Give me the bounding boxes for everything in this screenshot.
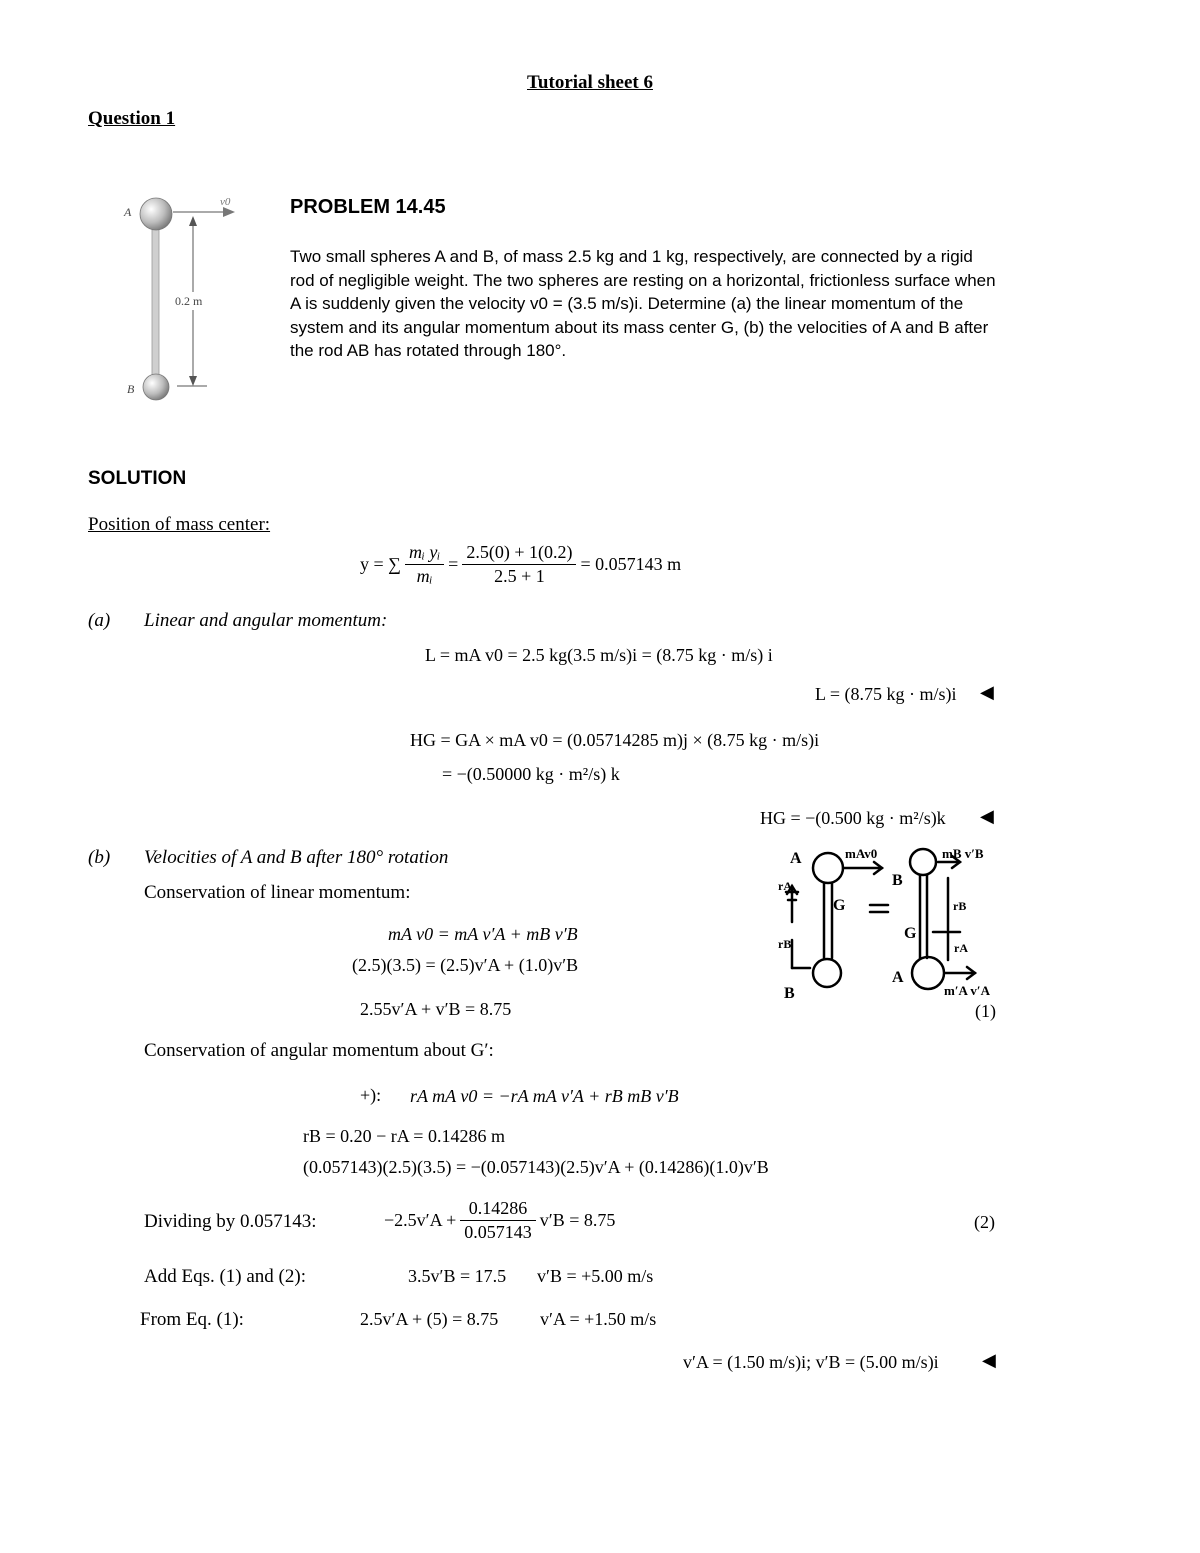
answer-marker-icon: ◀ [982,1350,996,1370]
angular-momentum-answer: HG = −(0.500 kg · m²/s)k [760,808,946,828]
linear-conservation-eq-1: mA v0 = mA v′A + mB v′B [388,924,578,944]
sphere-b [143,374,169,400]
problem-figure [115,188,250,408]
problem-title: PROBLEM 14.45 [290,196,446,218]
part-b-title: Velocities of A and B after 180° rotation [144,847,449,868]
ybar-lhs: y = ∑ [360,554,401,574]
sphere-a [140,198,172,230]
sketch-label-g2: G [904,925,917,942]
angular-conservation-eq-1: rA mA v0 = −rA mA v′A + rB mB v′B [410,1086,679,1106]
sketch-label-mav0: mAv0 [845,846,878,861]
from-eq-equation: 2.5v′A + (5) = 8.75 [360,1309,499,1329]
sketch-label-equals: = [870,914,873,919]
sketch-label-g: G [833,897,846,914]
sketch-label-ra2: rA [954,941,968,955]
divide-equation [384,1198,615,1243]
linear-conservation-label: Conservation of linear momentum: [144,882,411,903]
angular-momentum-equation-1: HG = GA × mA v0 = (0.05714285 m)j × (8.75 kg · m/s)i [410,730,820,750]
answer-marker-icon: ◀ [980,806,994,826]
page-title: Tutorial sheet 6 [527,72,653,93]
sketch-label-b: B [784,985,795,1002]
divide-frac-num: 0.14286 [460,1198,536,1221]
divide-label: Dividing by 0.057143: [144,1211,317,1232]
sketch-label-b2: B [892,872,903,889]
ybar-frac2-den: 2.5 + 1 [494,566,545,586]
linear-momentum-answer: L = (8.75 kg · m/s)i [815,684,957,704]
from-eq-result: v′A = +1.50 m/s [540,1309,657,1329]
rotation-sign: +): [360,1085,382,1105]
sketch-label-mbvb: mB v′B [942,846,984,861]
divide-rhs: v′B = 8.75 [539,1210,616,1230]
part-a-tag: (a) [88,610,111,631]
ybar-frac2-num: 2.5(0) + 1(0.2) [462,542,576,565]
rod [152,212,159,388]
angular-conservation-label: Conservation of angular momentum about G′: [144,1040,494,1061]
ybar-frac1-num: mᵢ yᵢ [405,542,444,565]
rb-equation: rB = 0.20 − rA = 0.14286 m [303,1126,505,1146]
add-label: Add Eqs. (1) and (2): [144,1266,306,1287]
part-a-title: Linear and angular momentum: [144,610,388,631]
linear-momentum-equation: L = mA v0 = 2.5 kg(3.5 m/s)i = (8.75 kg · m/s) i [425,645,773,665]
divide-lhs: −2.5v′A + [384,1210,457,1230]
figure-label-dimension: 0.2 m [175,294,203,308]
question-heading: Question 1 [88,108,176,129]
solution-heading: SOLUTION [88,468,187,489]
part-b-tag: (b) [88,847,111,868]
answer-marker-icon: ◀ [980,682,994,702]
ybar-frac1-den: mᵢ [416,566,433,586]
divide-frac-den: 0.057143 [464,1222,532,1242]
linear-conservation-eq-3: 2.55v′A + v′B = 8.75 [360,999,512,1019]
figure-label-v0: v0 [220,196,231,208]
equation-1-tag: (1) [975,1001,996,1021]
sketch-label-mava: m′A v′A [944,983,990,998]
linear-conservation-eq-2: (2.5)(3.5) = (2.5)v′A + (1.0)v′B [352,955,579,975]
add-equation: 3.5v′B = 17.5 [408,1266,507,1286]
sketch-label-rb: rB [778,937,792,951]
ybar-result: = 0.057143 m [580,554,682,574]
sketch-label-a2: A [892,969,904,986]
final-answer: v′A = (1.50 m/s)i; v′B = (5.00 m/s)i [683,1352,939,1372]
mass-center-label: Position of mass center: [88,514,271,535]
sketch-label-a: A [790,850,802,867]
ybar-eq: = [448,554,459,574]
mass-center-equation [360,542,681,587]
free-body-sketch [770,840,1010,1005]
velocity-arrow-icon [223,207,235,217]
angular-momentum-equation-2: = −(0.50000 kg · m²/s) k [442,764,620,784]
problem-statement: Two small spheres A and B, of mass 2.5 kg and 1 kg, respectively, are connected by a rigid rod of negligible weight. The two spheres are resting on a horizontal, frictionless surface when A is suddenly given the velocity v0 = (3.5 m/s)i. Determine (a) the linear momentum of the system and its angular momentum about its mass center G, (b) the velocities of A and B after the rod AB has rotated through 180°. [290,247,996,360]
sketch-label-rb2: rB [953,899,967,913]
figure-label-b: B [127,382,135,396]
add-result: v′B = +5.00 m/s [537,1266,654,1286]
sketch-label-ra: rA [778,879,792,893]
figure-label-a: A [124,205,132,219]
from-eq-label: From Eq. (1): [140,1309,244,1330]
angular-conservation-eq-2: (0.057143)(2.5)(3.5) = −(0.057143)(2.5)v′A + (0.14286)(1.0)v′B [303,1157,769,1177]
equation-2-tag: (2) [974,1212,995,1232]
